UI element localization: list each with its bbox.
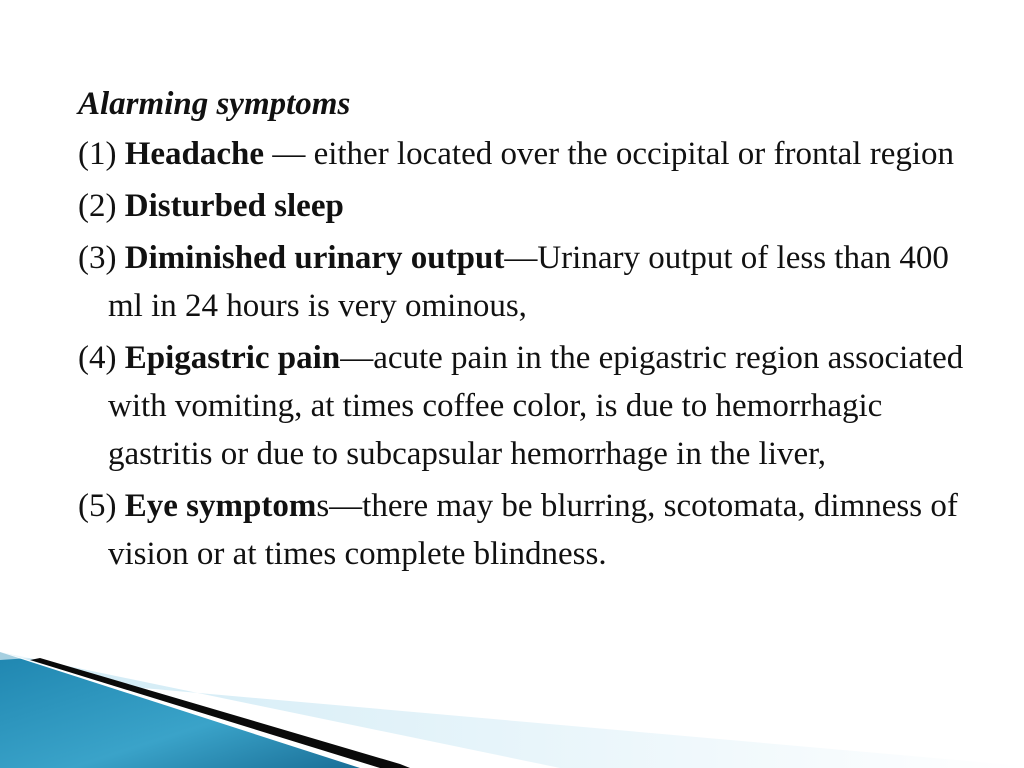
item-1-text: — either located over the occipital or frontal region [264,136,955,172]
decor-light-band [0,652,1024,768]
item-3-prefix: (3) [78,240,125,276]
item-2-prefix: (2) [78,188,125,224]
item-4-prefix: (4) [78,340,125,376]
item-1-term: Headache [124,136,265,172]
decor-white-highlight [0,648,60,660]
list-item-1 [78,130,978,178]
item-4-term: Epigastric pain [124,340,341,376]
item-5-prefix: (5) [78,488,125,524]
slide-heading: Alarming symptoms [78,86,351,122]
list-item-5 [78,482,978,578]
list-item-4 [78,334,978,478]
item-3-text: —Urinary output of less than 400 ml in 24 hours is very ominous, [108,240,949,324]
item-2-term: Disturbed sleep [124,188,344,224]
decor-blue-wedge [0,652,360,768]
slide-body [78,80,978,582]
list-item-2 [78,182,978,230]
item-5-term: Eye symptom [124,488,317,524]
list-item-3 [78,234,978,330]
decor-dark-stripe [30,658,410,768]
item-3-term: Diminished urinary output [124,240,505,276]
item-5-text: s—there may be blurring, scotomata, dimness of vision or at times complete blindness. [108,488,958,572]
item-4-text: —acute pain in the epigastric region associated with vomiting, at times coffee color, is due to hemorrhagic gastritis or due to subcapsular hemorrhage in the liver, [108,340,964,472]
corner-decoration [0,638,1024,768]
item-1-prefix: (1) [78,136,125,172]
